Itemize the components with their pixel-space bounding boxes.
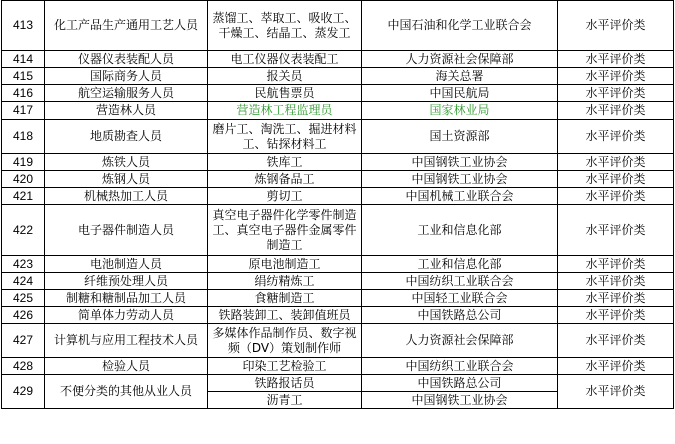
department: 人力资源社会保障部 xyxy=(362,324,558,358)
evaluation-type: 水平评价类 xyxy=(558,256,674,273)
occupation-table xyxy=(1,0,674,409)
evaluation-type: 水平评价类 xyxy=(558,273,674,290)
row-number: 420 xyxy=(2,171,45,188)
department: 海关总署 xyxy=(362,68,558,85)
table-row xyxy=(2,358,674,375)
row-number: 421 xyxy=(2,188,45,205)
evaluation-type: 水平评价类 xyxy=(558,188,674,205)
row-number: 419 xyxy=(2,154,45,171)
occupation-category: 不便分类的其他从业人员 xyxy=(45,375,208,409)
table-row xyxy=(2,324,674,358)
job-title: 铁路装卸工、装卸值班员 xyxy=(208,307,362,324)
table-row xyxy=(2,256,674,273)
row-number: 418 xyxy=(2,120,45,154)
job-title: 电工仪器仪表装配工 xyxy=(208,51,362,68)
department: 中国石油和化学工业联合会 xyxy=(362,1,558,51)
occupation-category: 炼钢人员 xyxy=(45,171,208,188)
evaluation-type: 水平评价类 xyxy=(558,171,674,188)
table-row xyxy=(2,188,674,205)
table-row xyxy=(2,375,674,392)
row-number: 416 xyxy=(2,85,45,102)
table-row xyxy=(2,1,674,51)
table-row xyxy=(2,102,674,120)
job-title: 原电池制造工 xyxy=(208,256,362,273)
row-number: 414 xyxy=(2,51,45,68)
department: 中国铁路总公司 xyxy=(362,375,558,392)
job-title: 印染工艺检验工 xyxy=(208,358,362,375)
occupation-category: 机械热加工人员 xyxy=(45,188,208,205)
department: 中国钢铁工业协会 xyxy=(362,392,558,409)
occupation-category: 航空运输服务人员 xyxy=(45,85,208,102)
table-row xyxy=(2,205,674,256)
evaluation-type: 水平评价类 xyxy=(558,307,674,324)
occupation-category: 制糖和糖制品加工人员 xyxy=(45,290,208,307)
occupation-category: 炼铁人员 xyxy=(45,154,208,171)
row-number: 426 xyxy=(2,307,45,324)
occupation-category: 营造林人员 xyxy=(45,102,208,120)
job-title: 铁库工 xyxy=(208,154,362,171)
table-row xyxy=(2,307,674,324)
table-row xyxy=(2,120,674,154)
department: 中国民航局 xyxy=(362,85,558,102)
table-row xyxy=(2,154,674,171)
job-title: 食糖制造工 xyxy=(208,290,362,307)
evaluation-type: 水平评价类 xyxy=(558,290,674,307)
evaluation-type: 水平评价类 xyxy=(558,102,674,120)
job-title: 报关员 xyxy=(208,68,362,85)
job-title: 蒸馏工、萃取工、吸收工、干燥工、结晶工、蒸发工 xyxy=(208,1,362,51)
occupation-category: 化工产品生产通用工艺人员 xyxy=(45,1,208,51)
evaluation-type: 水平评价类 xyxy=(558,154,674,171)
job-title: 营造林工程监理员 xyxy=(208,102,362,120)
evaluation-type: 水平评价类 xyxy=(558,375,674,409)
job-title: 炼钢备品工 xyxy=(208,171,362,188)
evaluation-type: 水平评价类 xyxy=(558,120,674,154)
department: 中国钢铁工业协会 xyxy=(362,171,558,188)
department: 中国铁路总公司 xyxy=(362,307,558,324)
job-title: 沥青工 xyxy=(208,392,362,409)
row-number: 423 xyxy=(2,256,45,273)
row-number: 428 xyxy=(2,358,45,375)
row-number: 424 xyxy=(2,273,45,290)
occupation-category: 国际商务人员 xyxy=(45,68,208,85)
evaluation-type: 水平评价类 xyxy=(558,205,674,256)
department: 人力资源社会保障部 xyxy=(362,51,558,68)
department: 工业和信息化部 xyxy=(362,205,558,256)
department: 中国机械工业联合会 xyxy=(362,188,558,205)
row-number: 422 xyxy=(2,205,45,256)
department: 中国纺织工业联合会 xyxy=(362,358,558,375)
department: 国家林业局 xyxy=(362,102,558,120)
job-title: 绢纺精炼工 xyxy=(208,273,362,290)
job-title: 磨片工、淘洗工、掘进材料工、钻探材料工 xyxy=(208,120,362,154)
table-row xyxy=(2,290,674,307)
row-number: 425 xyxy=(2,290,45,307)
occupation-category: 仪器仪表装配人员 xyxy=(45,51,208,68)
evaluation-type: 水平评价类 xyxy=(558,1,674,51)
table-row xyxy=(2,85,674,102)
occupation-category: 纤维预处理人员 xyxy=(45,273,208,290)
evaluation-type: 水平评价类 xyxy=(558,358,674,375)
job-title: 剪切工 xyxy=(208,188,362,205)
occupation-category: 地质勘查人员 xyxy=(45,120,208,154)
job-title: 铁路报话员 xyxy=(208,375,362,392)
job-title: 民航售票员 xyxy=(208,85,362,102)
department: 国土资源部 xyxy=(362,120,558,154)
row-number: 415 xyxy=(2,68,45,85)
row-number: 427 xyxy=(2,324,45,358)
row-number: 413 xyxy=(2,1,45,51)
department: 中国轻工业联合会 xyxy=(362,290,558,307)
occupation-category: 简单体力劳动人员 xyxy=(45,307,208,324)
row-number: 417 xyxy=(2,102,45,120)
department: 中国钢铁工业协会 xyxy=(362,154,558,171)
department: 工业和信息化部 xyxy=(362,256,558,273)
occupation-category: 计算机与应用工程技术人员 xyxy=(45,324,208,358)
job-title: 真空电子器件化学零件制造工、真空电子器件金属零件制造工 xyxy=(208,205,362,256)
evaluation-type: 水平评价类 xyxy=(558,85,674,102)
row-number: 429 xyxy=(2,375,45,409)
occupation-category: 检验人员 xyxy=(45,358,208,375)
evaluation-type: 水平评价类 xyxy=(558,51,674,68)
table-row xyxy=(2,171,674,188)
evaluation-type: 水平评价类 xyxy=(558,324,674,358)
evaluation-type: 水平评价类 xyxy=(558,68,674,85)
table-row xyxy=(2,273,674,290)
occupation-category: 电子器件制造人员 xyxy=(45,205,208,256)
table-row xyxy=(2,51,674,68)
department: 中国纺织工业联合会 xyxy=(362,273,558,290)
occupation-category: 电池制造人员 xyxy=(45,256,208,273)
job-title: 多媒体作品制作员、数字视频（DV）策划制作师 xyxy=(208,324,362,358)
table-row xyxy=(2,68,674,85)
